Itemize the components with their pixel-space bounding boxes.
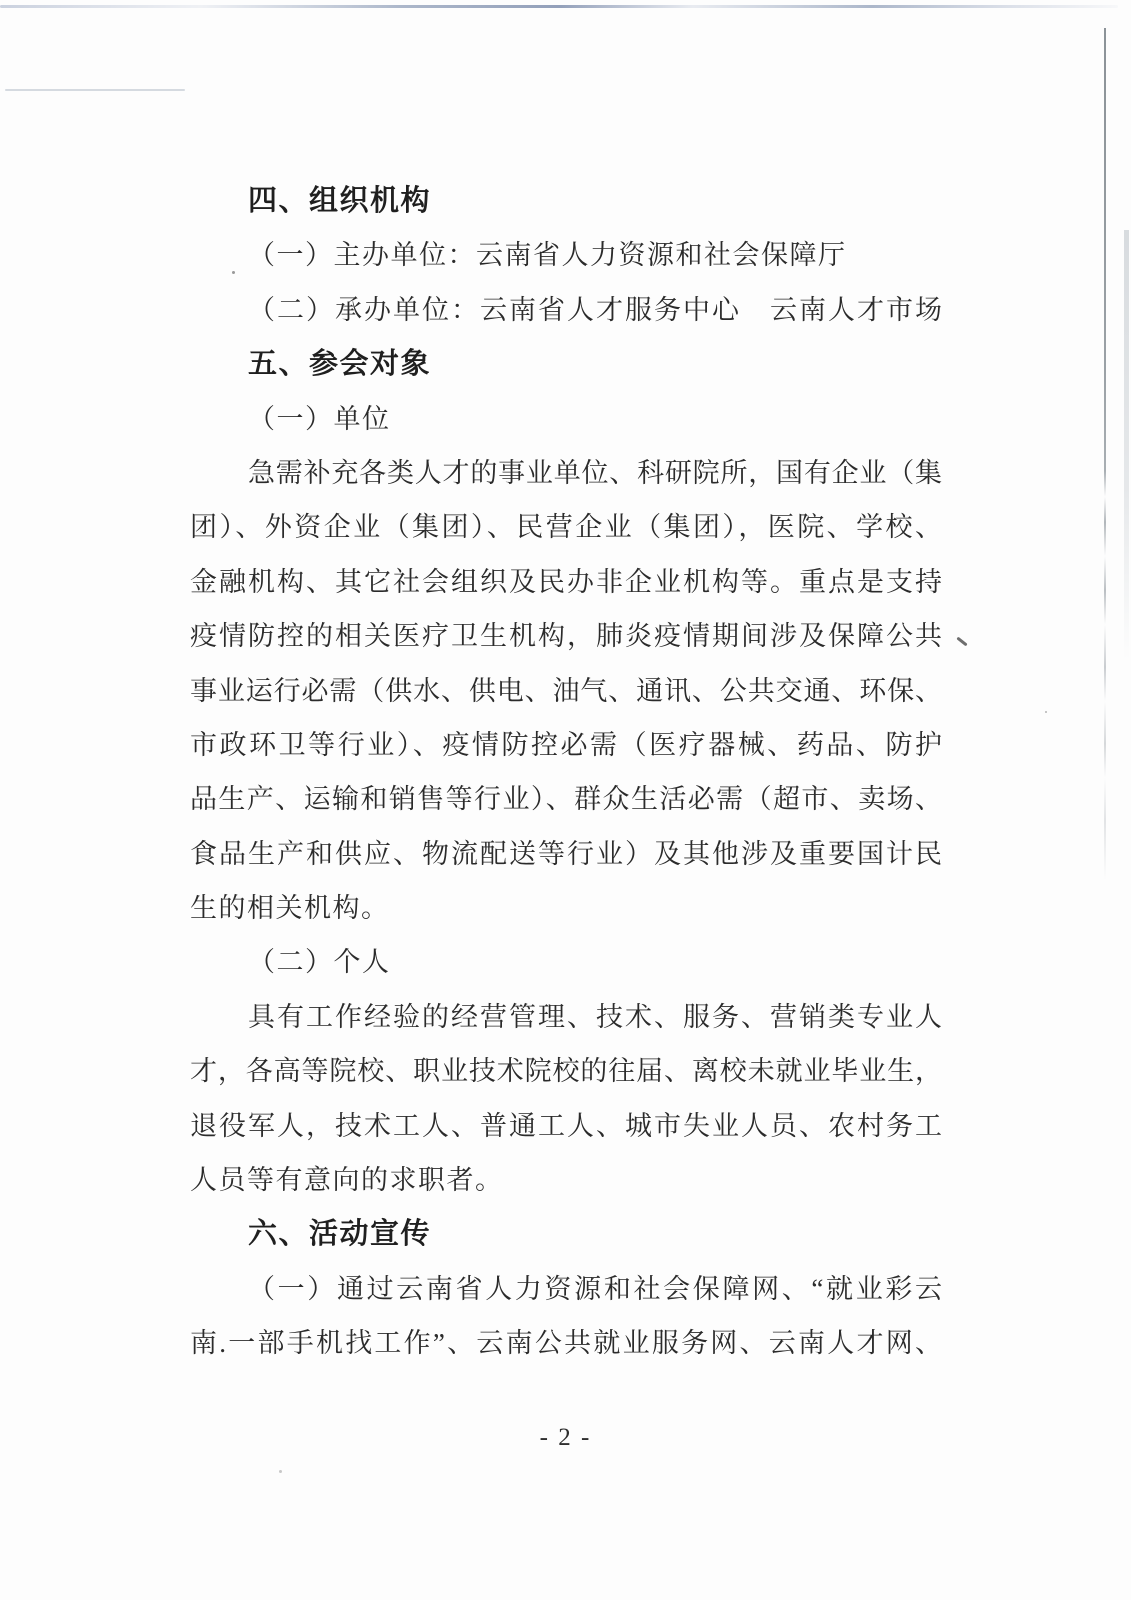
section-heading-6: 六、活动宣传 (248, 1218, 432, 1251)
scan-artifact-speck (1045, 711, 1047, 713)
section-heading-5: 五、参会对象 (248, 348, 432, 381)
document-body (190, 174, 942, 1371)
scan-artifact-top-hairline (0, 5, 1118, 8)
paragraph-line: 退役军人，技术工人、普通工人、城市失业人员、农村务工 (190, 1110, 942, 1141)
scan-artifact-right-vertical-line (1104, 28, 1106, 880)
section-heading-4: 四、组织机构 (248, 185, 432, 217)
paragraph-line: 食品生产和供应、物流配送等行业）及其他涉及重要国计民 (190, 838, 942, 869)
page-number: - 2 - (539, 1424, 592, 1451)
subsection-heading: （一）单位 (248, 403, 391, 434)
paragraph-line: 才，各高等院校、职业技术院校的往届、离校未就业毕业生， (190, 1056, 942, 1087)
scan-artifact-speck (279, 1470, 282, 1473)
subsection-heading: （二）个人 (248, 947, 391, 978)
paragraph-line: 生的相关机构。 (190, 893, 390, 924)
paragraph-line: 急需补充各类人才的事业单位、科研院所，国有企业（集 (248, 457, 942, 488)
scan-artifact-stray-mark (956, 637, 967, 647)
paragraph-line: 南.一部手机找工作”、云南公共就业服务网、云南人才网、 (190, 1328, 942, 1359)
scan-artifact-right-edge-band (1124, 230, 1129, 660)
paragraph-line: 金融机构、其它社会组织及民办非企业机构等。重点是支持 (190, 566, 942, 597)
paragraph-line: 品生产、运输和销售等行业）、群众生活必需（超市、卖场、 (190, 784, 942, 815)
paragraph-line: 人员等有意向的求职者。 (190, 1165, 504, 1196)
text-line: （二）承办单位：云南省人才服务中心 云南人才市场 (248, 294, 942, 325)
paragraph-line: （一）通过云南省人力资源和社会保障网、“就业彩云 (248, 1273, 942, 1304)
scan-artifact-left-smudge (5, 89, 185, 91)
paragraph-line: 事业运行必需（供水、供电、油气、通讯、公共交通、环保、 (190, 675, 942, 706)
paragraph-line: 团）、外资企业（集团）、民营企业（集团），医院、学校、 (190, 512, 942, 543)
paragraph-line: 疫情防控的相关医疗卫生机构，肺炎疫情期间涉及保障公共 (190, 621, 942, 652)
paragraph-line: 市政环卫等行业）、疫情防控必需（医疗器械、药品、防护 (190, 729, 942, 760)
paragraph-line: 具有工作经验的经营管理、技术、服务、营销类专业人 (248, 1001, 942, 1032)
text-line: （一）主办单位：云南省人力资源和社会保障厅 (248, 240, 847, 271)
